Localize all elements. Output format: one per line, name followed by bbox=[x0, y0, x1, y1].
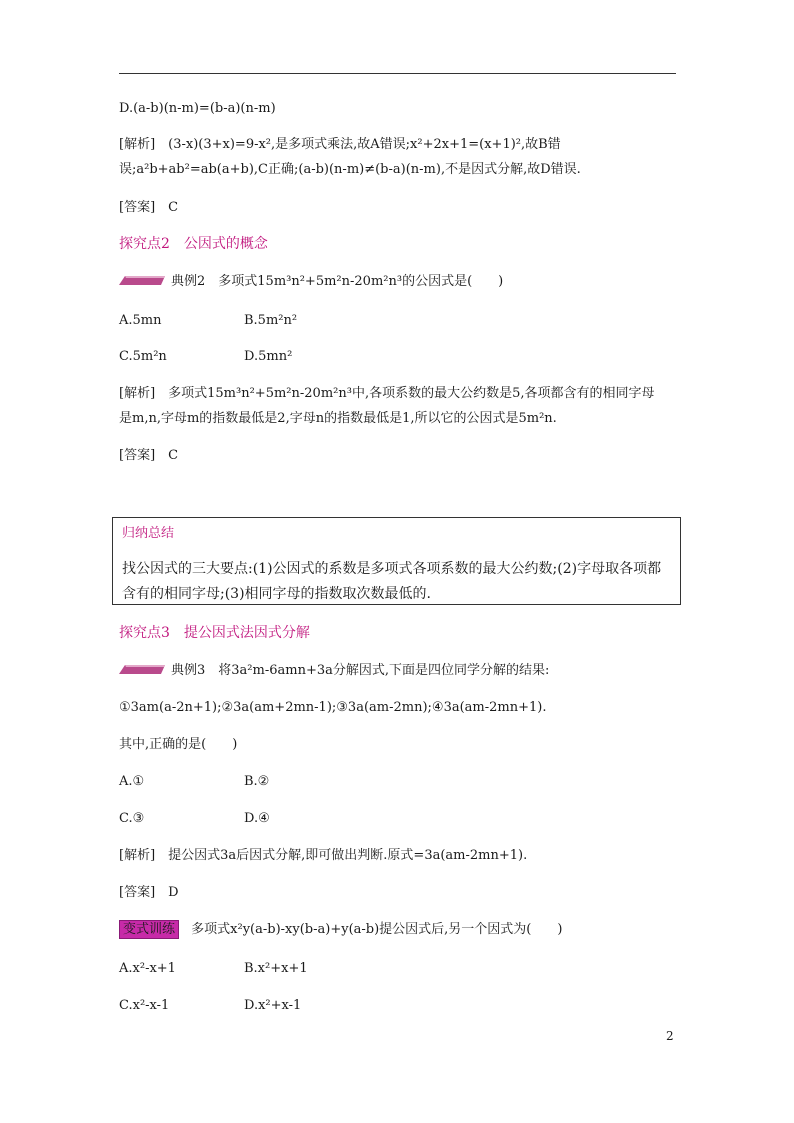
example3-option-d: D.④ bbox=[244, 811, 270, 826]
example3-results: ①3am(a-2n+1);②3a(am+2mn-1);③3a(am-2mn);④3a(am-2mn+1). bbox=[119, 700, 547, 715]
section3-title: 探究点3 提公因式法因式分解 bbox=[119, 625, 310, 641]
example3-analysis: [解析] 提公因式3a后因式分解,即可做出判断.原式=3a(am-2mn+1). bbox=[119, 848, 528, 863]
variant-question-line bbox=[119, 920, 562, 940]
variant-option-a: A.x²-x+1 bbox=[119, 961, 176, 976]
example2-option-d: D.5mn² bbox=[244, 349, 293, 364]
example2-option-b: B.5m²n² bbox=[244, 313, 298, 328]
summary-line1: 找公因式的三大要点:(1)公因式的系数是多项式各项系数的最大公约数;(2)字母取各项都 bbox=[122, 561, 662, 577]
variant-option-b: B.x²+x+1 bbox=[244, 961, 308, 976]
example2-analysis-line2: 是m,n,字母m的指数最低是2,字母n的指数最低是1,所以它的公因式是5m²n. bbox=[119, 411, 557, 426]
example3-question: 典例3 将3a²m-6amn+3a分解因式,下面是四位同学分解的结果: bbox=[171, 663, 550, 678]
example2-option-c: C.5m²n bbox=[119, 349, 167, 364]
example3-question-line bbox=[119, 661, 549, 681]
variant-badge: 变式训练 bbox=[119, 920, 179, 939]
example3-option-a: A.① bbox=[119, 774, 145, 789]
summary-line2: 含有的相同字母;(3)相同字母的指数取次数最低的. bbox=[122, 586, 431, 602]
example-tag-icon bbox=[119, 274, 165, 286]
example2-option-a: A.5mn bbox=[119, 313, 162, 328]
example3-option-c: C.③ bbox=[119, 811, 145, 826]
example3-answer: [答案] D bbox=[119, 885, 179, 900]
variant-question: 多项式x²y(a-b)-xy(b-a)+y(a-b)提公因式后,另一个因式为( ) bbox=[191, 922, 563, 937]
example-tag-icon bbox=[119, 663, 165, 675]
q1-option-d: D.(a-b)(n-m)=(b-a)(n-m) bbox=[119, 101, 276, 116]
example3-option-b: B.② bbox=[244, 774, 270, 789]
q1-analysis-line2: 误;a²b+ab²=ab(a+b),C正确;(a-b)(n-m)≠(b-a)(n-m),不是因式分解,故D错误. bbox=[119, 162, 581, 177]
example2-question: 典例2 多项式15m³n²+5m²n-20m²n³的公因式是( ) bbox=[171, 274, 504, 289]
example2-answer: [答案] C bbox=[119, 448, 179, 463]
example2-analysis-line1: [解析] 多项式15m³n²+5m²n-20m²n³中,各项系数的最大公约数是5,各项都含有的相同字母 bbox=[119, 386, 655, 401]
variant-option-c: C.x²-x-1 bbox=[119, 998, 170, 1013]
page-number: 2 bbox=[666, 1029, 674, 1043]
q1-answer: [答案] C bbox=[119, 200, 179, 215]
example3-which: 其中,正确的是( ) bbox=[119, 737, 238, 752]
q1-analysis-line1: [解析] (3-x)(3+x)=9-x²,是多项式乘法,故A错误;x²+2x+1=(x+1)²,故B错 bbox=[119, 137, 561, 152]
variant-option-d: D.x²+x-1 bbox=[244, 998, 302, 1013]
example2-question-line bbox=[119, 272, 503, 292]
header-rule bbox=[119, 73, 676, 74]
section2-title: 探究点2 公因式的概念 bbox=[119, 236, 268, 252]
summary-title: 归纳总结 bbox=[122, 526, 175, 541]
